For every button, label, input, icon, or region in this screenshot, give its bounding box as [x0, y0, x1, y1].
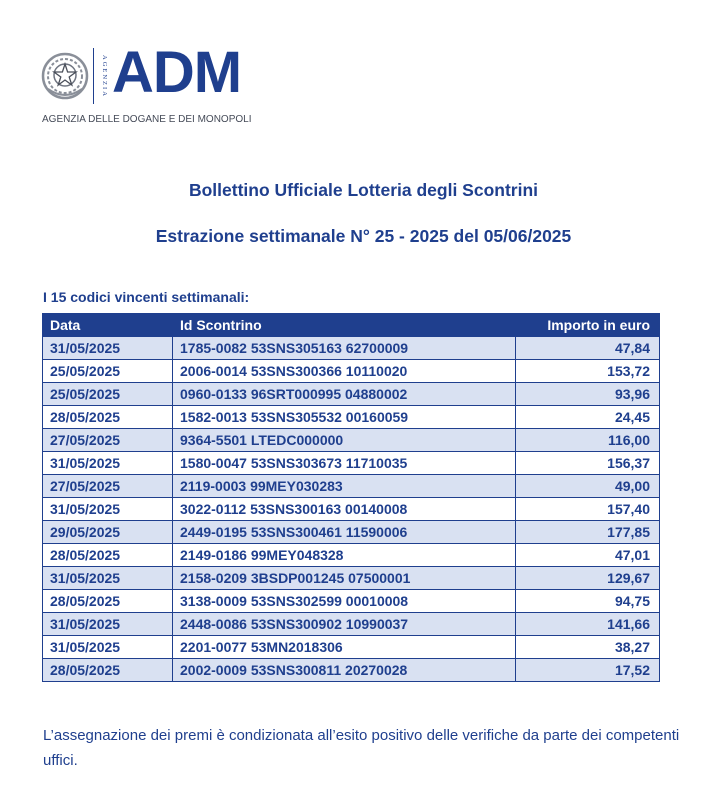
cell-amount: 47,01: [516, 544, 660, 567]
table-row: [43, 659, 660, 682]
cell-id: 2201-0077 53MN2018306: [173, 636, 516, 659]
cell-id: 2449-0195 53SNS300461 11590006: [173, 521, 516, 544]
cell-amount: 129,67: [516, 567, 660, 590]
cell-date: 27/05/2025: [43, 475, 173, 498]
cell-date: 31/05/2025: [43, 567, 173, 590]
winning-codes-table: [42, 313, 660, 682]
logo-vertical-text: AGENZIA: [101, 54, 108, 98]
table-row: [43, 337, 660, 360]
table-row: [43, 636, 660, 659]
table-row: [43, 452, 660, 475]
cell-amount: 94,75: [516, 590, 660, 613]
adm-logo: [40, 40, 280, 131]
cell-id: 2448-0086 53SNS300902 10990037: [173, 613, 516, 636]
cell-date: 28/05/2025: [43, 590, 173, 613]
cell-amount: 157,40: [516, 498, 660, 521]
cell-id: 2002-0009 53SNS300811 20270028: [173, 659, 516, 682]
cell-date: 31/05/2025: [43, 337, 173, 360]
column-header-amount: Importo in euro: [516, 314, 660, 337]
cell-id: 1582-0013 53SNS305532 00160059: [173, 406, 516, 429]
cell-amount: 47,84: [516, 337, 660, 360]
table-row: [43, 521, 660, 544]
cell-id: 3022-0112 53SNS300163 00140008: [173, 498, 516, 521]
brand-name: ADM: [112, 40, 242, 105]
cell-date: 31/05/2025: [43, 636, 173, 659]
cell-date: 31/05/2025: [43, 613, 173, 636]
cell-id: 2006-0014 53SNS300366 10110020: [173, 360, 516, 383]
cell-amount: 116,00: [516, 429, 660, 452]
table-row: [43, 590, 660, 613]
cell-amount: 153,72: [516, 360, 660, 383]
cell-id: 3138-0009 53SNS302599 00010008: [173, 590, 516, 613]
cell-id: 2158-0209 3BSDP001245 07500001: [173, 567, 516, 590]
cell-amount: 177,85: [516, 521, 660, 544]
footer-note: L’assegnazione dei premi è condizionata all’esito positivo delle verifiche da parte dei competenti uffici.: [43, 727, 680, 769]
cell-date: 31/05/2025: [43, 498, 173, 521]
table-row: [43, 475, 660, 498]
column-header-id: Id Scontrino: [173, 314, 516, 337]
table-header-row: [43, 314, 660, 337]
cell-id: 9364-5501 LTEDC000000: [173, 429, 516, 452]
cell-date: 29/05/2025: [43, 521, 173, 544]
cell-amount: 49,00: [516, 475, 660, 498]
cell-amount: 24,45: [516, 406, 660, 429]
cell-id: 1785-0082 53SNS305163 62700009: [173, 337, 516, 360]
table-row: [43, 429, 660, 452]
table-row: [43, 544, 660, 567]
cell-date: 25/05/2025: [43, 360, 173, 383]
cell-date: 27/05/2025: [43, 429, 173, 452]
cell-date: 28/05/2025: [43, 544, 173, 567]
table-row: [43, 360, 660, 383]
intro-text: I 15 codici vincenti settimanali:: [43, 289, 250, 305]
cell-date: 28/05/2025: [43, 659, 173, 682]
table-row: [43, 498, 660, 521]
cell-date: 31/05/2025: [43, 452, 173, 475]
cell-id: 2149-0186 99MEY048328: [173, 544, 516, 567]
cell-amount: 93,96: [516, 383, 660, 406]
table-row: [43, 406, 660, 429]
cell-amount: 156,37: [516, 452, 660, 475]
document-subtitle: Estrazione settimanale N° 25 - 2025 del 05/06/2025: [155, 226, 572, 246]
table-row: [43, 613, 660, 636]
agency-name: AGENZIA DELLE DOGANE E DEI MONOPOLI: [42, 114, 252, 125]
italian-republic-emblem-icon: [40, 51, 90, 101]
document-title: Bollettino Ufficiale Lotteria degli Scontrini: [188, 180, 539, 200]
cell-date: 28/05/2025: [43, 406, 173, 429]
cell-date: 25/05/2025: [43, 383, 173, 406]
cell-id: 1580-0047 53SNS303673 11710035: [173, 452, 516, 475]
table-row: [43, 567, 660, 590]
table-row: [43, 383, 660, 406]
cell-id: 0960-0133 96SRT000995 04880002: [173, 383, 516, 406]
cell-amount: 141,66: [516, 613, 660, 636]
column-header-date: Data: [43, 314, 173, 337]
cell-id: 2119-0003 99MEY030283: [173, 475, 516, 498]
cell-amount: 38,27: [516, 636, 660, 659]
cell-amount: 17,52: [516, 659, 660, 682]
